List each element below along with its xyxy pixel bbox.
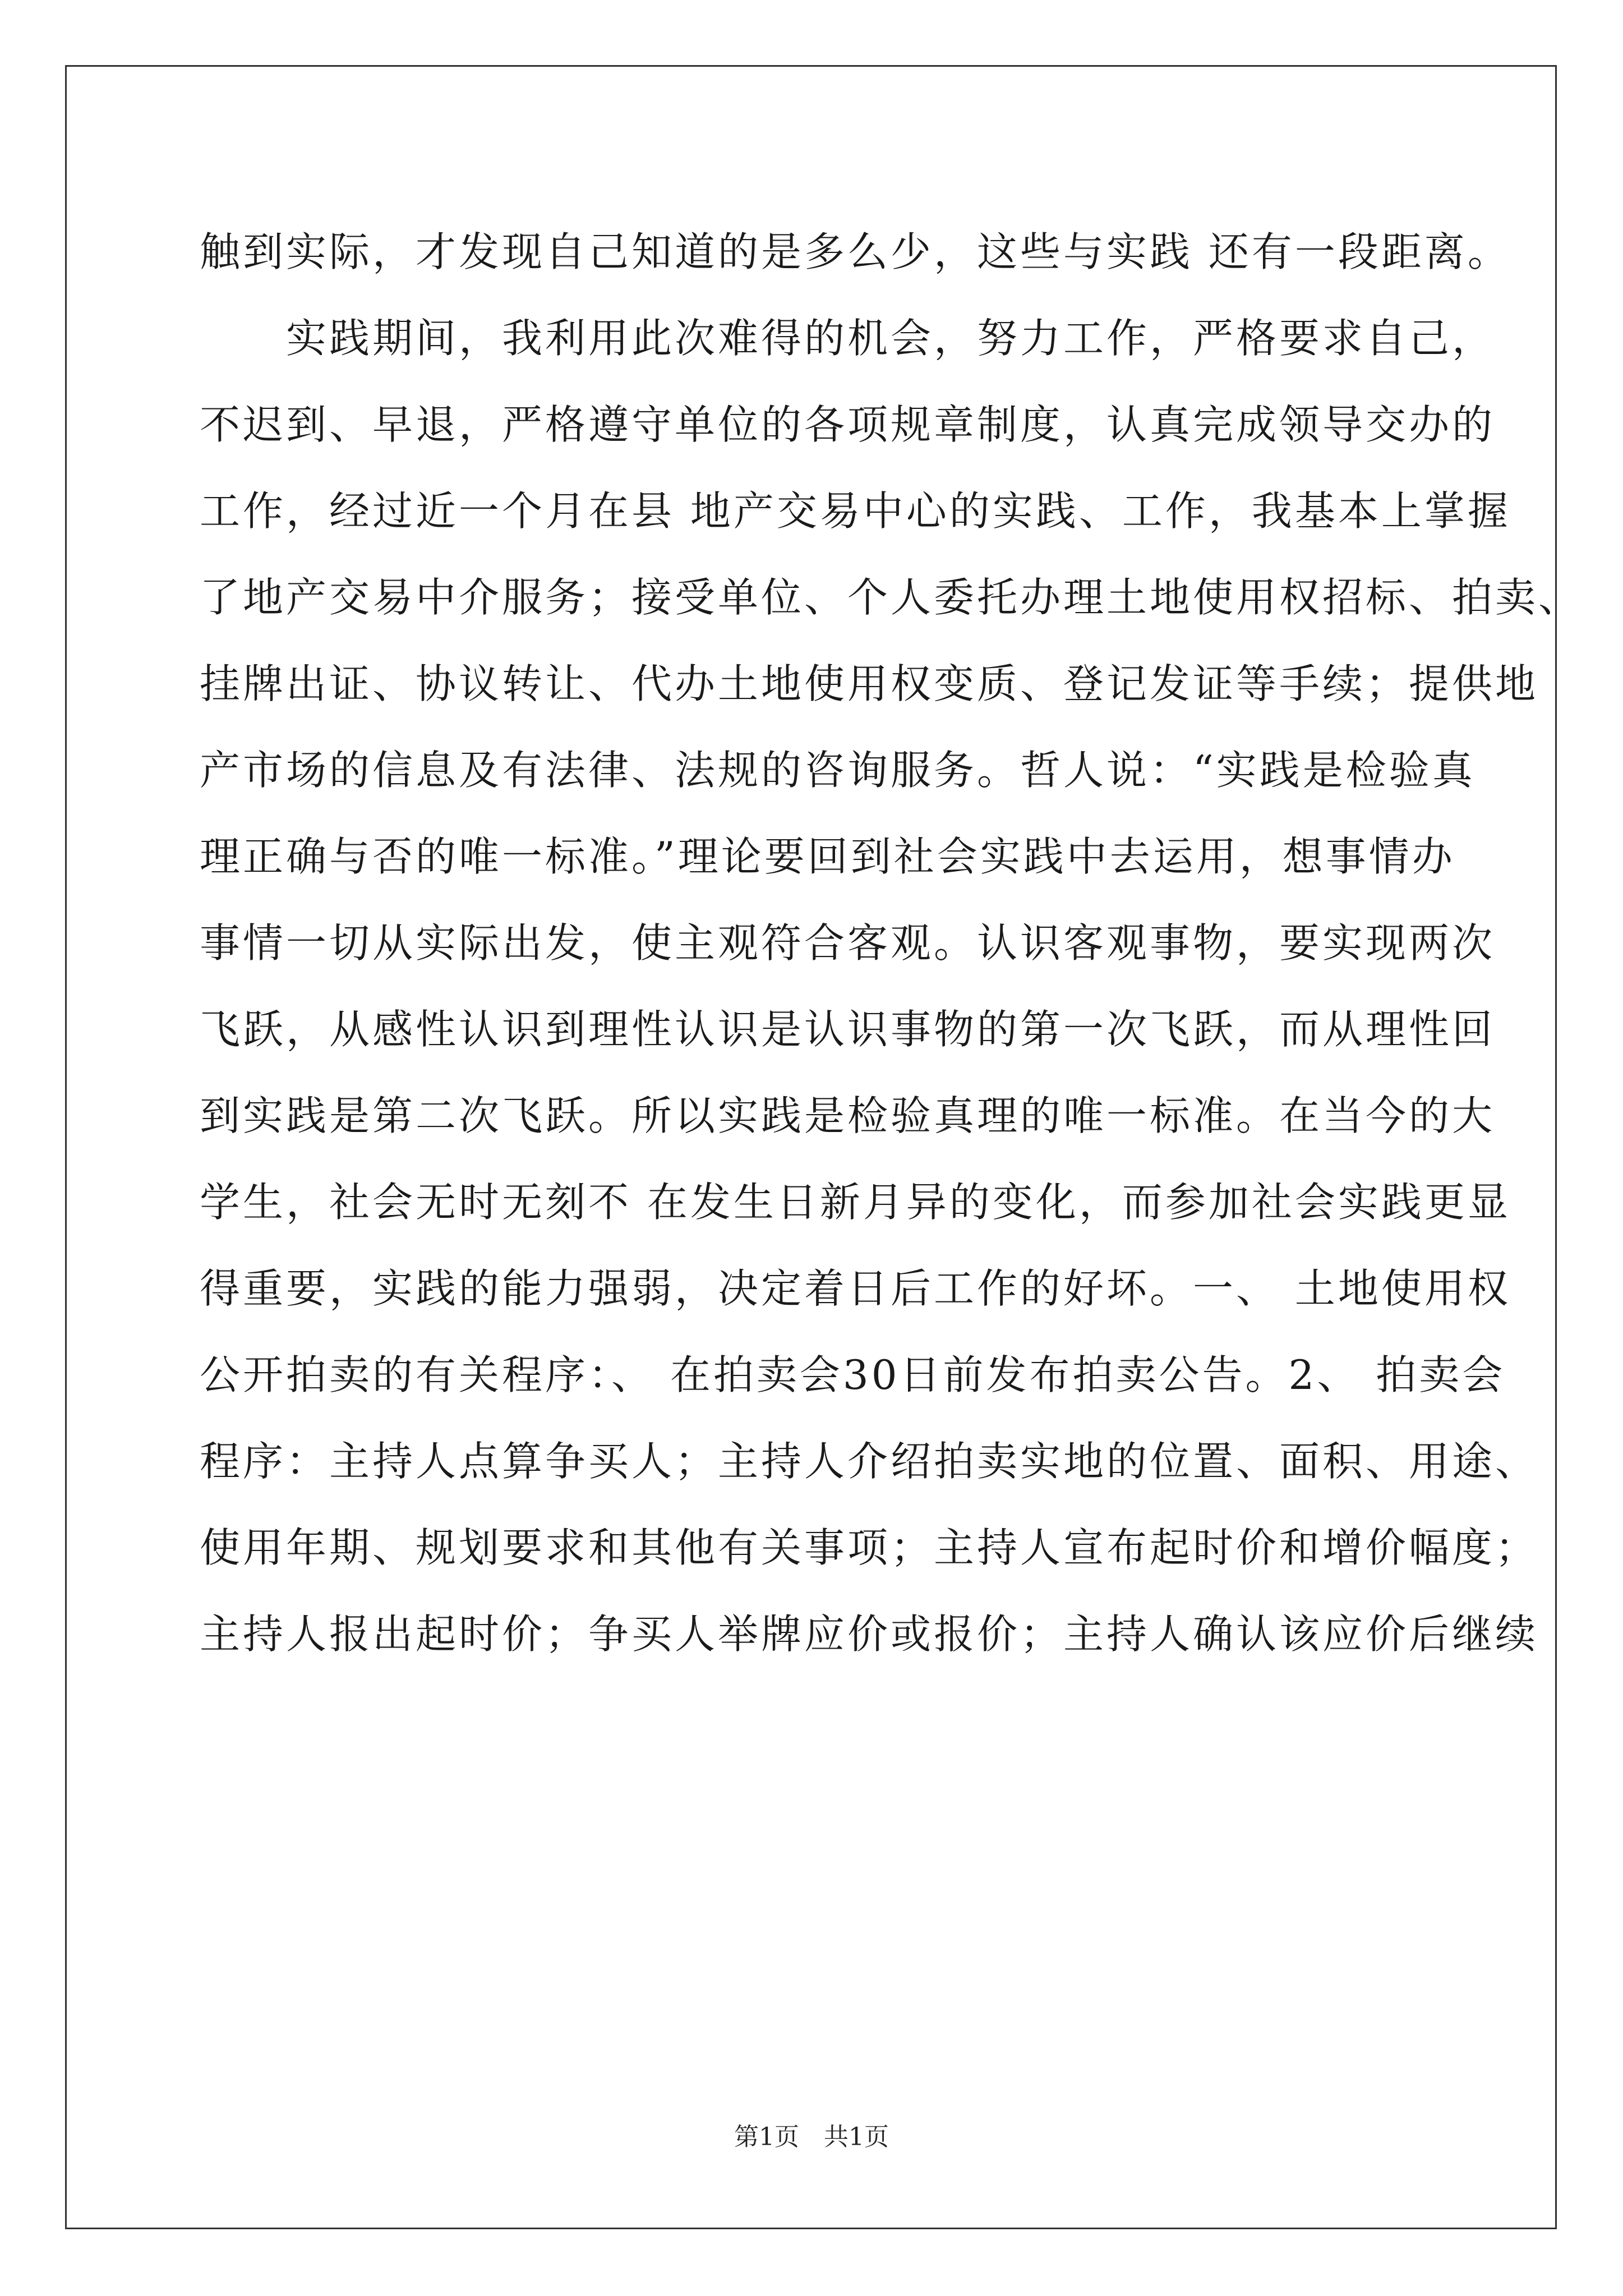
text-line: 触到实际，才发现自己知道的是多么少，这些与实践 还有一段距离。 <box>200 228 1511 275</box>
text-line: 程序：主持人点算争买人；主持人介绍拍卖实地的位置、面积、用途、 <box>200 1438 1539 1485</box>
text-line: 公开拍卖的有关程序：、 在拍卖会30日前发布拍卖公告。2、 拍卖会 <box>200 1351 1506 1398</box>
text-line: 得重要，实践的能力强弱，决定着日后工作的好坏。一、 土地使用权 <box>200 1265 1511 1312</box>
text-line: 产市场的信息及有法律、法规的咨询服务。哲人说：“实践是检验真 <box>200 747 1476 794</box>
text-line: 使用年期、规划要求和其他有关事项；主持人宣布起时价和增价幅度； <box>200 1524 1539 1571</box>
text-line: 主持人报出起时价；争买人举牌应价或报价；主持人确认该应价后继续 <box>200 1611 1539 1658</box>
text-line: 工作，经过近一个月在县 地产交易中心的实践、工作，我基本上掌握 <box>200 487 1511 535</box>
text-line: 学生，社会无时无刻不 在发生日新月异的变化，而参加社会实践更显 <box>200 1179 1511 1226</box>
document-body <box>200 209 1582 1677</box>
text-line: 到实践是第二次飞跃。所以实践是检验真理的唯一标准。在当今的大 <box>200 1092 1496 1139</box>
text-line: 飞跃，从感性认识到理性认识是认识事物的第一次飞跃，而从理性回 <box>200 1006 1496 1053</box>
text-line: 理正确与否的唯一标准。”理论要回到社会实践中去运用，想事情办 <box>200 833 1455 880</box>
text-line: 实践期间，我利用此次难得的机会，努力工作，严格要求自己， <box>200 315 1496 362</box>
text-line: 挂牌出证、协议转让、代办土地使用权变质、登记发证等手续；提供地 <box>200 660 1539 707</box>
text-line: 不迟到、早退，严格遵守单位的各项规章制度，认真完成领导交办的 <box>200 401 1496 448</box>
text-line: 了地产交易中介服务；接受单位、个人委托办理土地使用权招标、拍卖、 <box>200 574 1582 621</box>
text-line: 事情一切从实际出发，使主观符合客观。认识客观事物，要实现两次 <box>200 919 1496 967</box>
page-number: 第1页 共1页 <box>734 2123 889 2151</box>
page-footer <box>0 2120 1623 2154</box>
